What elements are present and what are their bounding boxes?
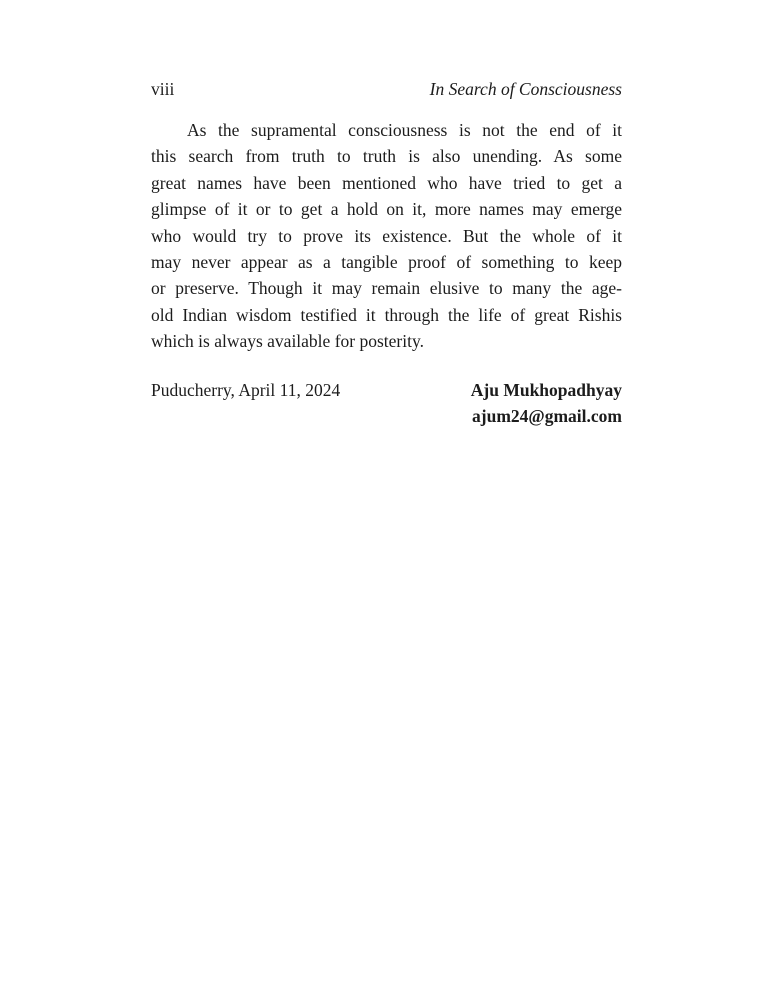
signature-author-block xyxy=(471,377,622,429)
paragraph-line: old Indian wisdom testified it through the life of great Rishis xyxy=(151,304,622,325)
running-title: In Search of Consciousness xyxy=(429,79,622,99)
paragraph-line: which is always available for posterity. xyxy=(151,331,424,352)
running-header xyxy=(151,78,622,100)
paragraph-line: glimpse of it or to get a hold on it, more names may emerge xyxy=(151,199,622,220)
body-paragraph xyxy=(151,117,622,355)
page-content xyxy=(151,78,622,429)
signature-author-name: Aju Mukhopadhyay xyxy=(470,379,622,400)
paragraph-line: As the supramental consciousness is not the end of it xyxy=(187,120,622,140)
paragraph-line: this search from truth to truth is also unending. As some xyxy=(151,146,622,167)
signature-place-date: Puducherry, April 11, 2024 xyxy=(151,379,341,400)
signature-author-email: ajum24@gmail.com xyxy=(472,405,622,426)
paragraph-line: who would try to prove its existence. But the whole of it xyxy=(151,225,622,246)
page-number-folio: viii xyxy=(151,79,175,99)
paragraph-line: great names have been mentioned who have tried to get a xyxy=(151,172,622,193)
signature-block xyxy=(151,377,622,429)
paragraph-line: may never appear as a tangible proof of something to keep xyxy=(151,252,622,273)
paragraph-line: or preserve. Though it may remain elusive to many the age- xyxy=(151,278,622,299)
